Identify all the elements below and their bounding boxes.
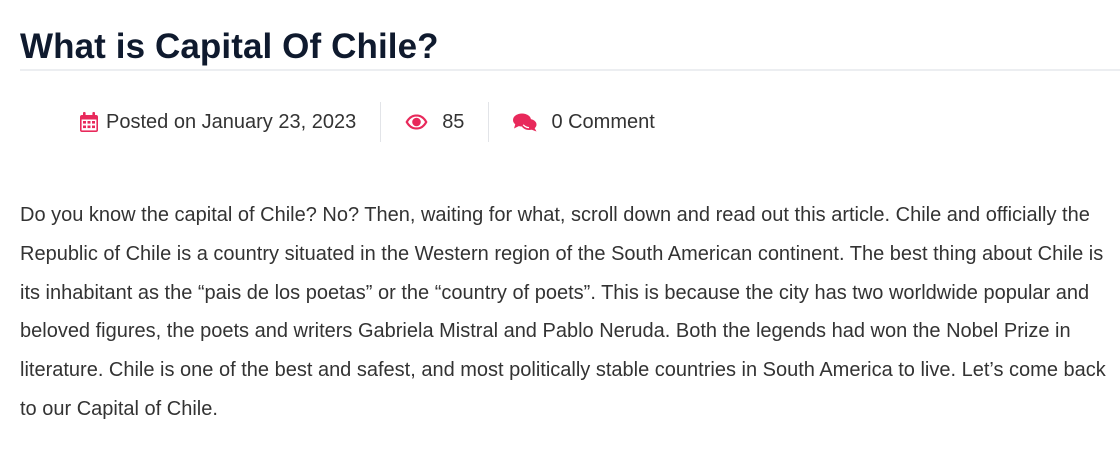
meta-divider — [380, 102, 381, 142]
eye-icon — [405, 114, 428, 130]
comments-icon — [513, 113, 537, 132]
post-meta — [80, 102, 655, 142]
title-divider — [20, 69, 1120, 71]
views-count: 85 — [442, 110, 465, 133]
meta-divider — [488, 102, 489, 142]
page-title: What is Capital Of Chile? — [20, 27, 439, 66]
post-date-text: Posted on January 23, 2023 — [106, 110, 357, 133]
post-date — [80, 102, 356, 142]
article-paragraph: Do you know the capital of Chile? No? Then, waiting for what, scroll down and read out this article. Chile and officially the Republic of Chile is a country situated in the Western region of the South American continent. The best thing about Chile is its inhabitant as the “pais de los poetas” or the “country of poets”. This is because the city has two worldwide popular and beloved figures, the poets and writers Gabriela Mistral and Pablo Neruda. Both the legends had won the Nobel Prize in literature. Chile is one of the best and safest, and most politically stable countries in South America to live. Let’s come back to our Capital of Chile. — [20, 204, 1106, 420]
calendar-icon — [80, 112, 98, 132]
post-comments[interactable] — [513, 102, 654, 142]
comments-count: 0 Comment — [551, 110, 655, 133]
post-views — [405, 102, 464, 142]
